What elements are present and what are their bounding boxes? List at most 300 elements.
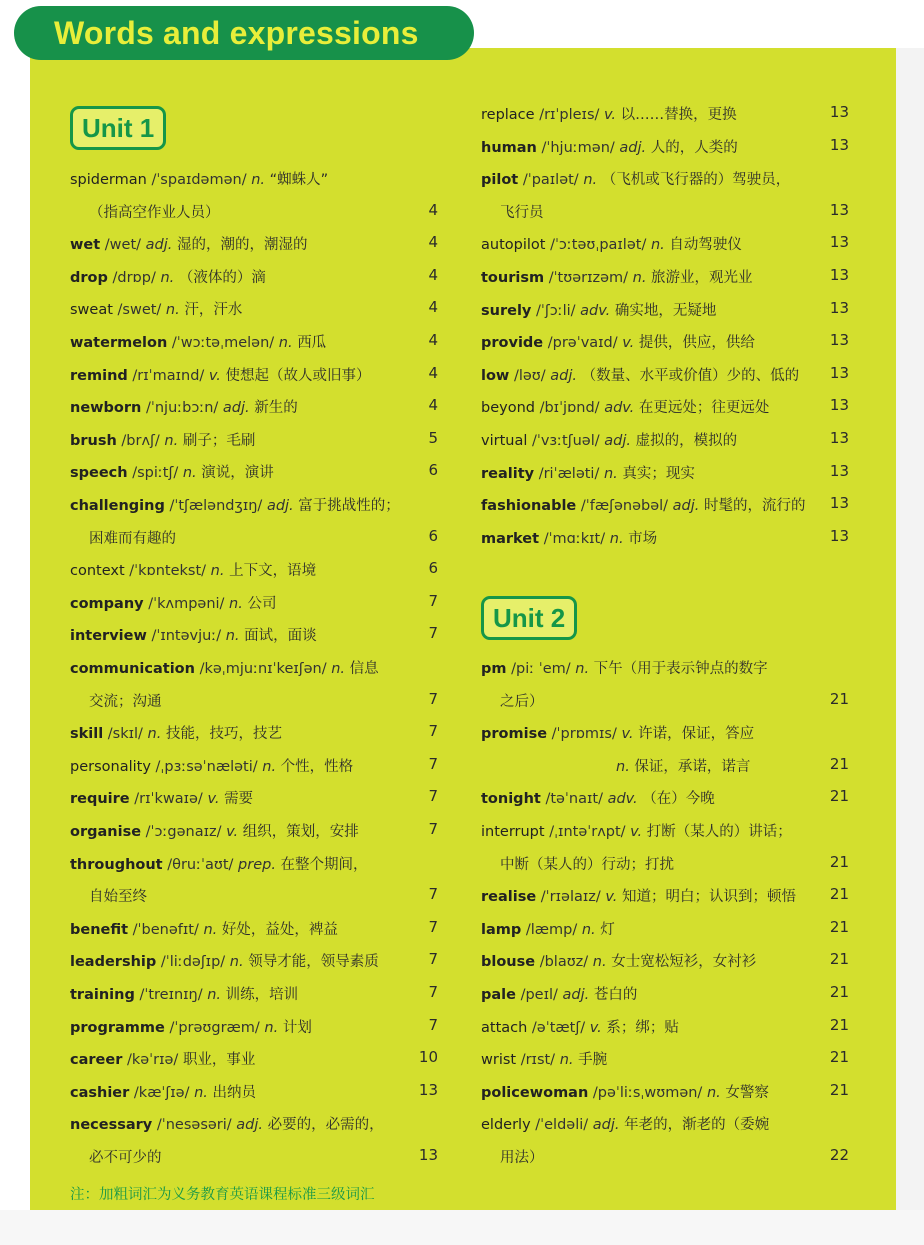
definition: 组织，策划，安排	[242, 824, 359, 840]
entry-text	[70, 983, 298, 1004]
headword: attach	[481, 1019, 528, 1036]
vocab-entry	[481, 1009, 849, 1041]
vocab-entry	[481, 650, 849, 682]
part-of-speech: n.	[264, 1019, 279, 1036]
definition: 领导才能，领导素质	[248, 954, 379, 971]
phonetic: /rɪˈmaɪnd/	[132, 367, 205, 384]
definition: 手腕	[578, 1052, 608, 1069]
page-number: 7	[428, 1015, 438, 1034]
page-number: 7	[428, 754, 438, 773]
page-number: 13	[829, 396, 849, 415]
page-number: 7	[428, 820, 438, 838]
part-of-speech: n.	[203, 921, 218, 938]
vocab-entry	[70, 1074, 438, 1106]
headword: reality	[481, 465, 535, 482]
definition: “蜘蛛人”	[269, 172, 329, 188]
phonetic: /kəˌmjuːnɪˈkeɪʃən/	[199, 661, 327, 677]
part-of-speech: adv.	[580, 302, 611, 319]
vocab-entry	[70, 715, 438, 747]
headword: programme	[70, 1019, 165, 1036]
phonetic: /skɪl/	[107, 726, 143, 743]
entry-text	[70, 820, 359, 841]
page-number: 13	[829, 331, 849, 350]
page-number: 13	[829, 200, 849, 219]
vocab-entry	[70, 291, 438, 323]
vocab-entry	[70, 911, 438, 943]
vocab-entry-continued	[70, 520, 438, 552]
phonetic: /pəˈliːsˌwʊmən/	[592, 1084, 703, 1101]
part-of-speech: n.	[165, 302, 180, 319]
definition-continued: 自始至终	[89, 889, 147, 906]
phonetic: /ˈfæʃənəbəl/	[580, 498, 669, 515]
vocab-entry	[70, 846, 438, 878]
page-number: 7	[428, 722, 438, 741]
page-number: 7	[428, 689, 438, 708]
page-number: 7	[428, 885, 438, 904]
entry-text	[481, 462, 695, 483]
headword: brush	[70, 432, 117, 449]
vocab-entry-continued	[70, 194, 438, 226]
page-number: 13	[829, 103, 849, 121]
definition: （液体的）滴	[178, 269, 266, 286]
part-of-speech: n.	[229, 595, 243, 612]
headword: communication	[70, 661, 195, 677]
entry-text	[481, 787, 715, 808]
definition: 女士宽松短衫，女衬衫	[611, 954, 757, 971]
definition: 虚拟的，模拟的	[635, 433, 738, 449]
part-of-speech: adj.	[604, 433, 631, 449]
page-number: 6	[428, 461, 438, 480]
headword: sweat	[70, 302, 113, 319]
definition: 女警察	[725, 1084, 769, 1101]
page-number: 7	[428, 950, 438, 969]
headword: throughout	[70, 856, 163, 873]
definition: 公司	[247, 595, 277, 612]
definition: 技能，技巧，技艺	[165, 726, 282, 743]
entry-text	[70, 755, 353, 776]
page-edge	[896, 48, 924, 1210]
vocab-entry	[70, 259, 438, 291]
part-of-speech: n.	[194, 1084, 208, 1101]
entry-text	[70, 429, 255, 450]
vocab-entry	[481, 455, 849, 487]
phonetic: /ˈpaɪlət/	[522, 172, 579, 189]
headword: necessary	[70, 1117, 153, 1134]
unit-2-label: Unit 2	[481, 596, 577, 640]
phonetic: /ˈɪntəvjuː/	[151, 628, 222, 645]
page-number: 4	[428, 298, 438, 317]
vocab-entry	[70, 650, 438, 682]
page-number: 22	[829, 1146, 849, 1164]
definition: 汗，汗水	[184, 302, 243, 319]
vocab-entry	[70, 1041, 438, 1073]
vocab-entry-continued	[481, 748, 849, 780]
definition: 演说，演讲	[201, 465, 274, 482]
page-title: Words and expressions	[54, 15, 419, 51]
phonetic: /swet/	[117, 302, 162, 319]
page-number: 6	[428, 559, 438, 578]
entry-text	[481, 103, 737, 124]
phonetic: /rɪˈkwaɪə/	[134, 791, 203, 808]
vocab-entry	[70, 976, 438, 1008]
vocab-entry	[70, 1009, 438, 1041]
vocab-entry-continued	[70, 878, 438, 910]
part-of-speech: n.	[632, 270, 647, 286]
entry-text	[70, 266, 266, 287]
part-of-speech: n.	[207, 987, 222, 1003]
definition-continued	[616, 755, 750, 776]
part-of-speech: adj.	[550, 367, 577, 384]
phonetic: /θruːˈaʊt/	[167, 856, 234, 873]
entry-text	[481, 233, 742, 254]
part-of-speech: v.	[622, 335, 635, 352]
part-of-speech: adj.	[236, 1117, 264, 1134]
part-of-speech: n.	[616, 758, 630, 775]
definition: 好处，益处，裨益	[221, 921, 338, 938]
headword: provide	[481, 335, 544, 352]
part-of-speech: n.	[164, 432, 179, 449]
headword: drop	[70, 269, 108, 286]
definition: 使想起（故人或旧事）	[225, 367, 371, 384]
page-number: 21	[829, 1015, 849, 1034]
phonetic: /brʌʃ/	[121, 432, 160, 449]
definition: （数量、水平或价值）少的、低的	[581, 367, 800, 384]
part-of-speech: adj.	[619, 139, 647, 156]
headword: organise	[70, 824, 142, 840]
entry-text	[481, 918, 615, 939]
page-number: 4	[428, 233, 438, 252]
entry-text	[70, 853, 368, 874]
definition-continued: 飞行员	[500, 204, 544, 221]
vocab-entry	[481, 161, 849, 193]
definition: 旅游业，观光业	[651, 270, 753, 286]
phonetic: /təˈnaɪt/	[545, 791, 603, 808]
entry-text	[481, 885, 796, 906]
part-of-speech: v.	[208, 367, 221, 384]
phonetic: /ləʊ/	[513, 367, 546, 384]
phonetic: /riˈæləti/	[538, 465, 600, 482]
definition: 许诺，保证，答应	[638, 726, 755, 743]
phonetic: /ˌpɜːsəˈnæləti/	[155, 758, 258, 775]
headword: promise	[481, 726, 548, 743]
part-of-speech: adv.	[604, 400, 635, 417]
vocab-entry	[481, 487, 849, 519]
phonetic: /ˈtʃæləndʒɪŋ/	[169, 498, 263, 514]
vocab-entry	[481, 911, 849, 943]
part-of-speech: n.	[581, 921, 596, 938]
headword: company	[70, 595, 144, 612]
definition-continued: 必不可少的	[89, 1150, 162, 1166]
page-number: 21	[829, 917, 849, 936]
part-of-speech: v.	[604, 107, 617, 123]
definition-continued: 交流；沟通	[89, 693, 162, 710]
page-number: 5	[428, 428, 438, 447]
definition: 在整个期间，	[280, 856, 368, 873]
page-number: 7	[428, 983, 438, 1001]
page-number: 13	[829, 233, 849, 252]
headword: cashier	[70, 1084, 130, 1101]
entry-text	[481, 1016, 679, 1037]
vocab-entry	[70, 389, 438, 421]
page-number: 7	[428, 624, 438, 643]
headword: personality	[70, 758, 151, 775]
part-of-speech: n.	[603, 465, 618, 482]
vocab-entry-continued	[481, 846, 849, 878]
definition: 计划	[282, 1019, 312, 1036]
page-number: 13	[829, 494, 849, 513]
definition-continued: 困难而有趣的	[89, 530, 176, 547]
vocab-entry	[70, 324, 438, 356]
phonetic: /spiːtʃ/	[132, 465, 179, 482]
phonetic: /drɒp/	[112, 269, 156, 286]
entry-text	[481, 950, 756, 971]
part-of-speech: adj.	[222, 400, 250, 417]
headword: wrist	[481, 1052, 517, 1069]
vocab-entry	[481, 1041, 849, 1073]
definition-continued: 之后）	[500, 693, 544, 710]
headword: challenging	[70, 498, 165, 514]
headword: interrupt	[481, 824, 545, 840]
headword: training	[70, 987, 135, 1003]
phonetic: /læmp/	[525, 921, 578, 938]
entry-text	[70, 1113, 384, 1134]
part-of-speech: v.	[207, 791, 220, 808]
vocab-entry	[481, 1074, 849, 1106]
entry-text	[70, 657, 379, 678]
entry-text	[481, 396, 769, 417]
vocab-entry	[70, 813, 438, 845]
entry-text	[481, 1048, 607, 1069]
vocab-entry	[481, 715, 849, 747]
phonetic: /bɪˈjɒnd/	[539, 400, 600, 417]
phonetic: /ˈmɑːkɪt/	[543, 530, 606, 547]
phonetic: /ˈwɔːtəˌmelən/	[171, 335, 275, 351]
vocab-entry	[481, 259, 849, 291]
definition: 湿的，潮的，潮湿的	[176, 237, 308, 254]
page-number: 4	[428, 331, 438, 349]
definition: 信息	[349, 661, 379, 677]
page-number: 4	[428, 200, 438, 219]
vocab-entry	[70, 454, 438, 486]
definition: 自动驾驶仪	[669, 237, 742, 254]
definition: 知道；明白；认识到；顿悟	[621, 889, 796, 906]
headword: speech	[70, 465, 128, 482]
vocab-entry	[70, 226, 438, 258]
vocab-entry	[481, 226, 849, 258]
definition: （在）今晚	[642, 791, 715, 808]
phonetic: /ˈɔːgənaɪz/	[145, 824, 222, 840]
part-of-speech: n.	[160, 269, 175, 286]
phonetic: /ˈnesəsəri/	[156, 1117, 232, 1134]
phonetic: /ˈtʊərɪzəm/	[548, 270, 629, 286]
page-number: 21	[829, 885, 849, 904]
vocab-entry	[481, 878, 849, 910]
entry-text	[70, 918, 338, 939]
entry-text	[70, 1081, 256, 1102]
headword: beyond	[481, 400, 535, 417]
headword: elderly	[481, 1117, 531, 1134]
definition: 出纳员	[212, 1084, 257, 1101]
headword: tonight	[481, 791, 541, 808]
page-number: 21	[829, 983, 849, 1001]
phonetic: /ˈliːdəʃɪp/	[160, 954, 226, 971]
part-of-speech: n.	[559, 1052, 574, 1069]
headword: blouse	[481, 954, 536, 971]
headword: human	[481, 139, 537, 156]
definition: 需要	[224, 791, 254, 808]
entry-text	[481, 168, 790, 189]
definition: 新生的	[254, 400, 298, 417]
page-number: 7	[428, 591, 438, 610]
headword: replace	[481, 107, 535, 123]
vocab-entry-continued	[481, 683, 849, 715]
headword: context	[70, 563, 125, 580]
entry-text	[481, 1113, 769, 1134]
vocab-entry-continued	[481, 194, 849, 226]
page-number: 21	[829, 852, 849, 871]
headword: lamp	[481, 921, 522, 938]
vocab-entry	[70, 161, 438, 193]
phonetic: /ˈɔːtəʊˌpaɪlət/	[550, 237, 647, 254]
page-number: 4	[428, 396, 438, 415]
headword: skill	[70, 726, 104, 743]
definition: 面试，面谈	[244, 628, 317, 645]
page-number: 21	[829, 1048, 849, 1067]
vocab-entry	[481, 357, 849, 389]
headword: market	[481, 530, 540, 547]
vocab-entry	[481, 976, 849, 1008]
definition: 富于挑战性的；	[298, 498, 400, 514]
part-of-speech: v.	[630, 824, 643, 840]
entry-text	[481, 820, 792, 841]
part-of-speech: v.	[226, 824, 239, 840]
part-of-speech: n.	[147, 726, 162, 743]
part-of-speech: v.	[605, 889, 618, 906]
vocab-entry	[70, 422, 438, 454]
page-number: 6	[428, 526, 438, 545]
definition: （飞机或飞行器的）驾驶员，	[601, 172, 791, 189]
headword: policewoman	[481, 1084, 589, 1101]
definition: 以……替换，更换	[620, 107, 737, 123]
phonetic: /ˈvɜːtʃuəl/	[531, 433, 600, 449]
vocab-entry-continued	[481, 1139, 849, 1171]
page-number: 13	[829, 135, 849, 154]
phonetic: /ˈʃɔːli/	[535, 302, 576, 319]
headword: tourism	[481, 270, 545, 286]
headword: pilot	[481, 172, 519, 189]
part-of-speech: n.	[331, 661, 346, 677]
phonetic: /wet/	[104, 237, 142, 254]
page-number: 21	[829, 689, 849, 708]
part-of-speech: v.	[589, 1019, 602, 1036]
page-number: 10	[418, 1048, 438, 1067]
phonetic: /ˈhjuːmən/	[541, 139, 615, 156]
page-number: 21	[829, 1080, 849, 1099]
entry-text	[70, 722, 282, 743]
definition: 刷子；毛刷	[182, 432, 256, 449]
part-of-speech: n.	[706, 1084, 721, 1101]
entry-text	[70, 592, 276, 613]
phonetic: /ˈbenəfɪt/	[132, 921, 199, 938]
phonetic: /ˈeldəli/	[535, 1117, 589, 1134]
vocab-entry	[70, 617, 438, 649]
headword: pm	[481, 661, 507, 677]
entry-text	[481, 722, 754, 743]
vocab-entry	[70, 943, 438, 975]
page-number: 13	[418, 1146, 438, 1164]
page-number: 4	[428, 265, 438, 284]
headword: remind	[70, 367, 128, 384]
headword: wet	[70, 237, 101, 254]
headword: low	[481, 367, 510, 384]
definition: 上下文，语境	[229, 563, 317, 580]
headword: surely	[481, 302, 532, 319]
part-of-speech: adj.	[562, 987, 590, 1003]
headword: spiderman	[70, 172, 147, 188]
entry-text	[70, 787, 253, 808]
definition-continued: 用法）	[500, 1150, 544, 1166]
page-number: 7	[428, 917, 438, 936]
entry-text	[70, 396, 298, 417]
phonetic: /ˈrɪəlaɪz/	[540, 889, 601, 906]
part-of-speech: adj.	[592, 1117, 620, 1134]
phonetic: /ˈkʌmpəni/	[148, 595, 225, 612]
vocab-entry	[70, 487, 438, 519]
phonetic: /peɪl/	[520, 987, 558, 1003]
vocab-entry	[70, 780, 438, 812]
vocab-entry-continued	[70, 683, 438, 715]
entry-text	[70, 494, 400, 515]
entry-text	[70, 168, 328, 189]
phonetic: /rɪˈpleɪs/	[539, 107, 600, 123]
vocab-entry	[481, 389, 849, 421]
vocab-entry	[70, 357, 438, 389]
headword: realise	[481, 889, 537, 906]
phonetic: /kəˈrɪə/	[126, 1052, 179, 1069]
definition: 时髦的，流行的	[704, 498, 806, 515]
page-number: 13	[829, 298, 849, 317]
part-of-speech: n.	[575, 661, 590, 677]
phonetic: /əˈtætʃ/	[531, 1019, 586, 1036]
vocab-entry	[70, 748, 438, 780]
entry-text	[481, 1081, 769, 1102]
phonetic: /ˈprəʊgræm/	[169, 1019, 260, 1036]
part-of-speech: n.	[650, 237, 665, 254]
definition: 苍白的	[593, 987, 638, 1003]
headword: watermelon	[70, 335, 168, 351]
definition: 市场	[628, 530, 658, 547]
entry-text	[481, 494, 806, 515]
entry-text	[481, 657, 768, 678]
entry-text	[481, 983, 637, 1004]
entry-text	[481, 331, 755, 352]
vocab-entry-continued	[70, 1139, 438, 1171]
part-of-speech: n.	[229, 954, 244, 971]
page-number: 21	[829, 950, 849, 969]
headword: autopilot	[481, 237, 546, 254]
phonetic: /ˈnjuːbɔːn/	[145, 400, 219, 417]
definition: 灯	[600, 921, 615, 938]
definition: 系；绑；贴	[606, 1019, 679, 1036]
part-of-speech: n.	[210, 563, 225, 580]
entry-text	[70, 298, 242, 319]
part-of-speech: adv.	[607, 791, 638, 808]
headword: fashionable	[481, 498, 577, 515]
footnote: 注：加粗词汇为义务教育英语课程标准三级词汇	[70, 1187, 375, 1203]
definition-continued: （指高空作业人员）	[89, 204, 220, 221]
phonetic: /ˌɪntəˈrʌpt/	[549, 824, 626, 840]
unit-1-label: Unit 1	[70, 106, 166, 150]
